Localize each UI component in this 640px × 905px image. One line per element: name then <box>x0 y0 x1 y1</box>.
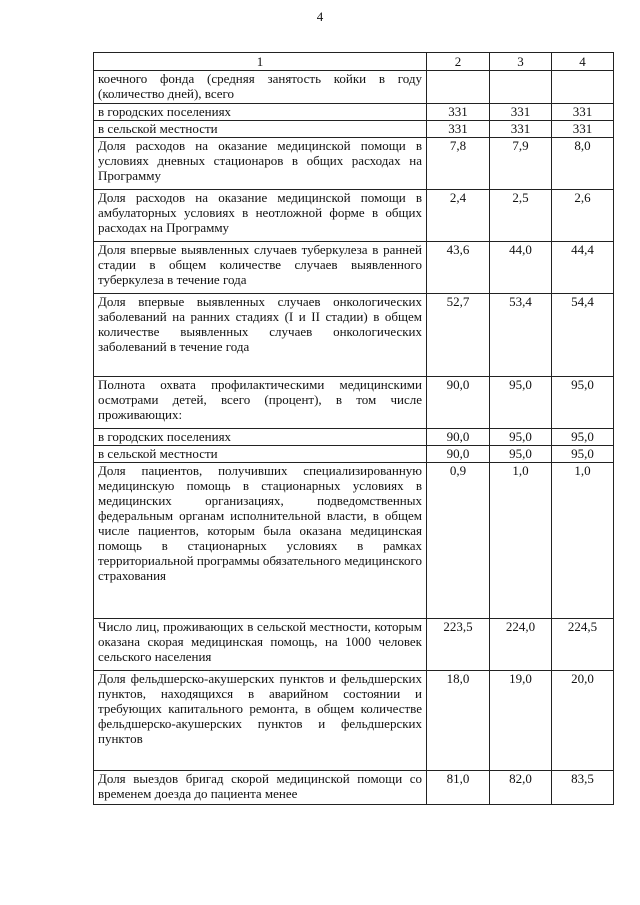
value-cell: 52,7 <box>427 294 490 377</box>
value-cell <box>490 71 552 104</box>
value-cell: 44,4 <box>552 242 614 294</box>
value-cell: 53,4 <box>490 294 552 377</box>
column-header: 3 <box>490 53 552 71</box>
value-cell: 90,0 <box>427 446 490 463</box>
value-cell: 2,4 <box>427 190 490 242</box>
row-label: Доля выездов бригад скорой медицинской помощи со временем доезда до пациента менее <box>94 771 427 805</box>
value-cell: 2,5 <box>490 190 552 242</box>
value-cell: 83,5 <box>552 771 614 805</box>
row-label: в городских поселениях <box>94 104 427 121</box>
table-row <box>94 429 614 446</box>
value-cell: 7,8 <box>427 138 490 190</box>
value-cell: 44,0 <box>490 242 552 294</box>
table-row <box>94 671 614 771</box>
row-label: Доля впервые выявленных случаев туберкулеза в ранней стадии в общем количестве случаев выявленного туберкулеза в течение года <box>94 242 427 294</box>
value-cell: 331 <box>552 121 614 138</box>
value-cell: 223,5 <box>427 619 490 671</box>
value-cell: 43,6 <box>427 242 490 294</box>
value-cell: 331 <box>552 104 614 121</box>
value-cell: 224,5 <box>552 619 614 671</box>
value-cell: 90,0 <box>427 429 490 446</box>
value-cell: 95,0 <box>552 377 614 429</box>
value-cell: 2,6 <box>552 190 614 242</box>
column-header: 4 <box>552 53 614 71</box>
value-cell: 95,0 <box>490 429 552 446</box>
row-label: Доля впервые выявленных случаев онкологических заболеваний на ранних стадиях (I и II стадии) в общем количестве выявленных случаев онкологических заболеваний в течение года <box>94 294 427 377</box>
value-cell: 90,0 <box>427 377 490 429</box>
value-cell: 20,0 <box>552 671 614 771</box>
row-label: Доля расходов на оказание медицинской помощи в амбулаторных условиях в неотложной форме в общих расходах на Программу <box>94 190 427 242</box>
table-row <box>94 121 614 138</box>
row-label: коечного фонда (средняя занятость койки в году (количество дней), всего <box>94 71 427 104</box>
table-row <box>94 463 614 619</box>
page-number: 4 <box>316 9 324 24</box>
table-row <box>94 771 614 805</box>
row-label: Доля фельдшерско-акушерских пунктов и фельдшерских пунктов, находящихся в аварийном состоянии и требующих капитального ремонта, в общем количестве фельдшерско-акушерских пунктов и фельдшерских пунктов <box>94 671 427 771</box>
table-header-row <box>94 53 614 71</box>
row-label: Доля расходов на оказание медицинской помощи в условиях дневных стационаров в общих расходах на Программу <box>94 138 427 190</box>
table-row <box>94 104 614 121</box>
table-row <box>94 190 614 242</box>
table-row <box>94 71 614 104</box>
table-row <box>94 138 614 190</box>
value-cell: 331 <box>427 104 490 121</box>
row-label: в сельской местности <box>94 446 427 463</box>
value-cell: 331 <box>490 104 552 121</box>
table-row <box>94 242 614 294</box>
value-cell: 7,9 <box>490 138 552 190</box>
value-cell: 331 <box>490 121 552 138</box>
value-cell: 0,9 <box>427 463 490 619</box>
table-row <box>94 294 614 377</box>
value-cell: 95,0 <box>490 377 552 429</box>
value-cell: 1,0 <box>490 463 552 619</box>
value-cell: 54,4 <box>552 294 614 377</box>
row-label: Число лиц, проживающих в сельской местности, которым оказана скорая медицинская помощь, на 1000 человек сельского населения <box>94 619 427 671</box>
column-header: 1 <box>94 53 427 71</box>
value-cell <box>552 71 614 104</box>
row-label: Полнота охвата профилактическими медицинскими осмотрами детей, всего (процент), в том числе проживающих: <box>94 377 427 429</box>
value-cell <box>427 71 490 104</box>
indicators-table <box>93 52 614 805</box>
value-cell: 95,0 <box>552 446 614 463</box>
value-cell: 95,0 <box>552 429 614 446</box>
row-label: в городских поселениях <box>94 429 427 446</box>
value-cell: 81,0 <box>427 771 490 805</box>
row-label: в сельской местности <box>94 121 427 138</box>
column-header: 2 <box>427 53 490 71</box>
value-cell: 19,0 <box>490 671 552 771</box>
value-cell: 1,0 <box>552 463 614 619</box>
value-cell: 95,0 <box>490 446 552 463</box>
table-row <box>94 619 614 671</box>
table-row <box>94 446 614 463</box>
value-cell: 18,0 <box>427 671 490 771</box>
table-row <box>94 377 614 429</box>
value-cell: 8,0 <box>552 138 614 190</box>
value-cell: 331 <box>427 121 490 138</box>
row-label: Доля пациентов, получивших специализированную медицинскую помощь в стационарных условиях в медицинских организациях, подведомственных федеральным органам исполнительной власти, в общем числе пациентов, которым была оказана медицинская помощь в стационарных условиях в рамках территориальной программы обязательного медицинского страхования <box>94 463 427 619</box>
value-cell: 82,0 <box>490 771 552 805</box>
value-cell: 224,0 <box>490 619 552 671</box>
